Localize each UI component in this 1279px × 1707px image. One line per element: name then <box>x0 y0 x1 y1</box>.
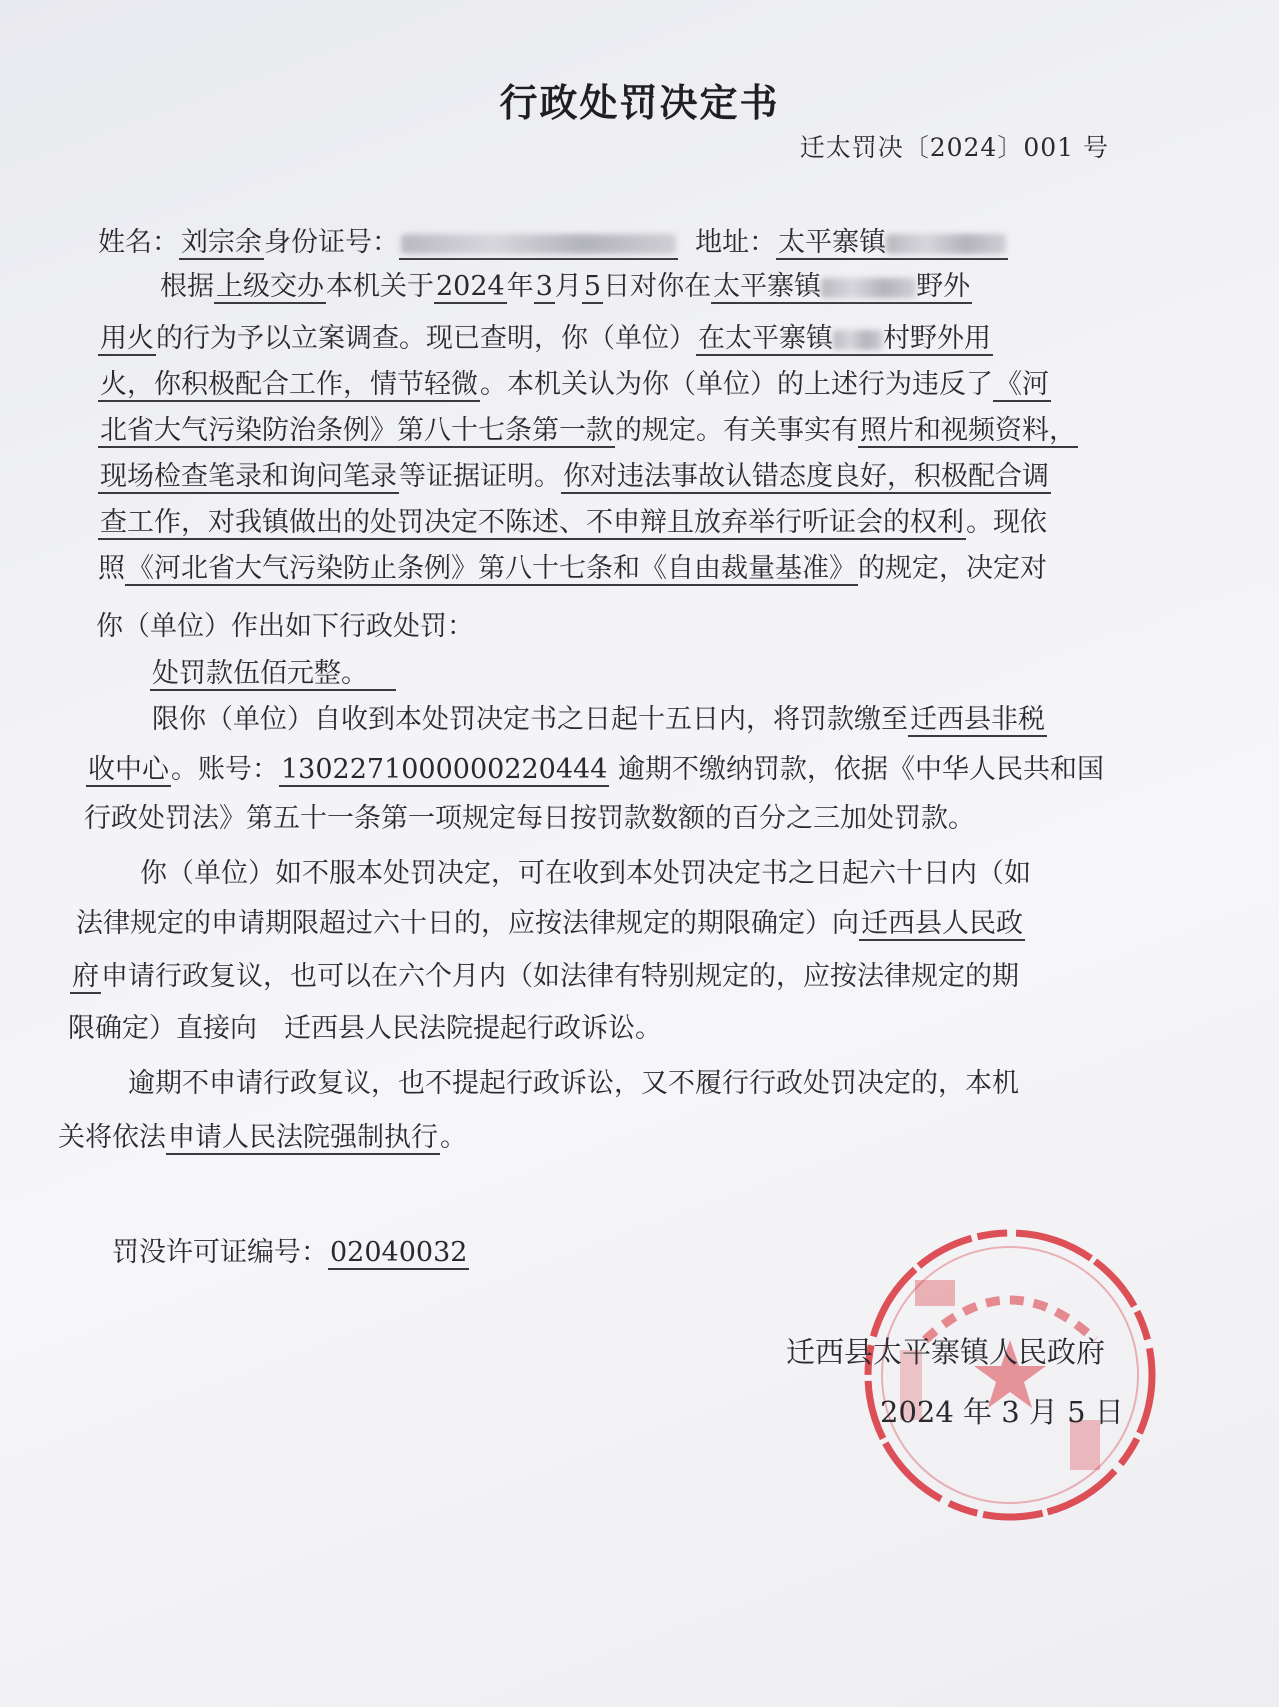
issuing-organization: 迁西县太平寨镇人民政府 <box>786 1335 1106 1369</box>
appeal-line-1: 你（单位）如不服本处罚决定，可在收到本处罚决定书之日起六十日内（如 <box>140 858 1031 889</box>
permit-line <box>112 1236 469 1270</box>
official-seal-stamp <box>855 1220 1165 1530</box>
body-line-4: 北省大气污染防治条例》第八十七条第一款的规定。有关事实有照片和视频资料， <box>100 415 1076 446</box>
document-title: 行政处罚决定书 <box>499 81 780 125</box>
enforcement-line-1: 逾期不申请行政复议，也不提起行政诉讼，又不履行行政处罚决定的，本机 <box>128 1068 1019 1099</box>
person-address: 太平寨镇 <box>776 227 1008 260</box>
permit-number: 02040032 <box>330 1237 468 1268</box>
body-line-2: 用火的行为予以立案调查。现已查明，你（单位）在太平寨镇 村野外用 <box>100 323 991 354</box>
person-name: 刘宗余 <box>181 227 262 258</box>
appeal-line-4: 限确定）直接向 迁西县人民法院提起行政诉讼。 <box>68 1013 662 1044</box>
body-line-5: 现场检查笔录和询问笔录等证据证明。你对违法事故认错态度良好，积极配合调 <box>100 461 1049 492</box>
account-number: 1302271000000220444 <box>281 754 608 785</box>
name-label: 姓名： <box>98 227 179 258</box>
permit-label: 罚没许可证编号： <box>112 1237 328 1268</box>
issue-date: 2024 年 3 月 5 日 <box>880 1395 1124 1429</box>
body-line-1: 根据上级交办本机关于2024年3月5日对你在太平寨镇 野外 <box>160 271 971 302</box>
payment-line-1: 限你（单位）自收到本处罚决定书之日起十五日内，将罚款缴至迁西县非税 <box>152 704 1045 735</box>
enforcement-line-2: 关将依法申请人民法院强制执行。 <box>58 1122 467 1153</box>
body-line-8: 你（单位）作出如下行政处罚： <box>96 611 474 642</box>
payment-line-2: 收中心。账号：1302271000000220444 逾期不缴纳罚款，依据《中华人民共和国 <box>88 754 1104 785</box>
appeal-line-2: 法律规定的申请期限超过六十日的，应按法律规定的期限确定）向迁西县人民政 <box>76 908 1023 939</box>
id-number-redacted <box>399 227 678 260</box>
person-info-line <box>98 226 1008 260</box>
penalty-line: 处罚款伍佰元整。 <box>150 657 396 691</box>
payment-line-3: 行政处罚法》第五十一条第一项规定每日按罚款数额的百分之三加处罚款。 <box>84 803 975 834</box>
document-number: 迁太罚决〔2024〕001 号 <box>799 133 1109 162</box>
appeal-line-3: 府申请行政复议，也可以在六个月内（如法律有特别规定的，应按法律规定的期 <box>72 961 1019 992</box>
id-label: 身份证号： <box>264 227 399 258</box>
address-label: 地址： <box>695 227 777 258</box>
body-line-6: 查工作，对我镇做出的处罚决定不陈述、不申辩且放弃举行听证会的权利。现依 <box>100 507 1047 538</box>
body-line-7: 照《河北省大气污染防止条例》第八十七条和《自由裁量基准》的规定，决定对 <box>98 553 1047 584</box>
body-line-3: 火，你积极配合工作，情节轻微。本机关认为你（单位）的上述行为违反了《河 <box>100 369 1049 400</box>
